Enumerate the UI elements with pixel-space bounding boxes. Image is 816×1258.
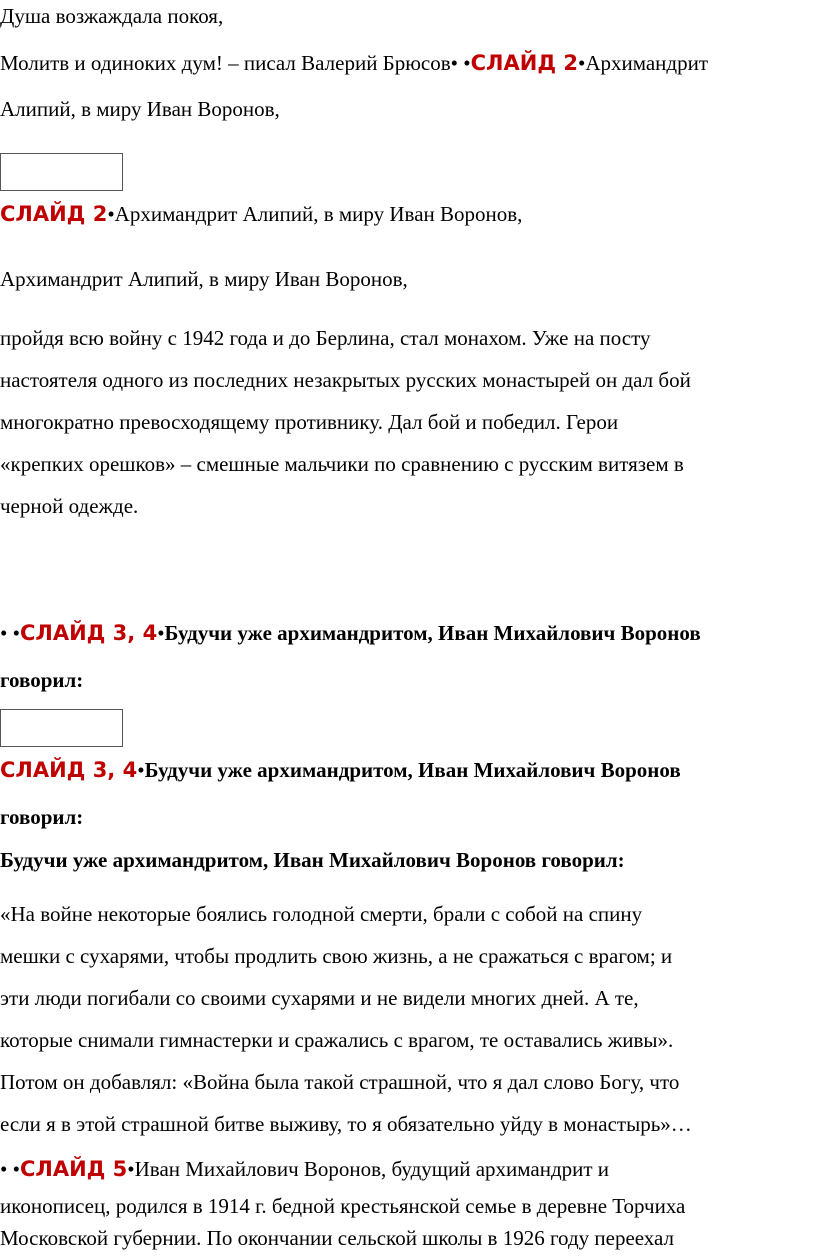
poem-line-2 [0,50,708,76]
image-placeholder-box [0,709,123,747]
paragraph-line: «На войне некоторые боялись голодной смерти, брали с собой на спину [0,902,643,926]
paragraph-line: если я в этой страшной битве выживу, то я обязательно уйду в монастырь»… [0,1112,692,1136]
paragraph-line: «крепких орешков» – смешные мальчики по сравнению с русским витязем в [0,452,684,476]
heading-text: Будучи уже архимандритом, Иван Михайлович Воронов [144,758,681,782]
slide-5-heading [0,1156,609,1182]
paragraph-line: иконописец, родился в 1914 г. бедной крестьянской семье в деревне Торчиха [0,1194,686,1218]
poem-line-1: Душа возжаждала покоя, [0,4,224,28]
slide-2-heading [0,201,522,227]
paragraph-line: Потом он добавлял: «Война была такой страшной, что я дал слово Богу, что [0,1070,680,1094]
heading-text-cont: говорил: [0,805,84,829]
paragraph-line: многократно превосходящему противнику. Дал бой и победил. Герои [0,410,619,434]
slide-2-text: Архимандрит Алипий, в миру Иван Воронов, [114,202,523,226]
bullet: • [157,621,165,645]
bullet: • [107,202,115,226]
heading-plain: Будучи уже архимандритом, Иван Михайлович Воронов говорил: [0,848,625,872]
paragraph-3-start: Иван Михайлович Воронов, будущий архимандрит и [134,1157,610,1181]
paragraph-line: настоятеля одного из последних незакрытых русских монастырей он дал бой [0,368,691,392]
bullet: • • [0,1157,20,1181]
bullet: • [137,758,145,782]
heading-text: Будучи уже архимандритом, Иван Михайлович Воронов [164,621,701,645]
poem-line-3: Алипий, в миру Иван Воронов, [0,97,280,121]
slide-label-3-4: СЛАЙД 3, 4 [19,621,158,645]
paragraph-line: эти люди погибали со своими сухарями и не видели многих дней. А те, [0,986,639,1010]
poem-line-2-text: Молитв и одиноких дум! – писал Валерий Брюсов [0,51,451,75]
slide-34-heading [0,757,681,783]
archimandrite-word: Архимандрит [585,51,709,75]
slide-label-2: СЛАЙД 2 [470,51,578,75]
bullet: • [577,51,586,75]
image-placeholder-box [0,153,123,191]
paragraph-line: Московской губернии. По окончании сельской школы в 1926 году переехал [0,1226,675,1250]
slide-label-5: СЛАЙД 5 [19,1157,128,1181]
paragraph-line: черной одежде. [0,494,139,518]
paragraph-line: мешки с сухарями, чтобы продлить свою жизнь, а не сражаться с врагом; и [0,944,673,968]
slide-34-heading-bulleted [0,620,701,646]
paragraph-line: которые снимали гимнастерки и сражались с врагом, те оставались живы». [0,1028,674,1052]
bullet: • [127,1157,135,1181]
bullet: • • [0,621,20,645]
heading-text-cont: говорил: [0,668,84,692]
slide-label-3-4: СЛАЙД 3, 4 [0,758,138,782]
paragraph-line: пройдя всю войну с 1942 года и до Берлина, стал монахом. Уже на посту [0,326,651,350]
slide-label-2: СЛАЙД 2 [0,202,108,226]
paragraph-heading: Архимандрит Алипий, в миру Иван Воронов, [0,267,408,291]
bullet: • • [450,51,471,75]
